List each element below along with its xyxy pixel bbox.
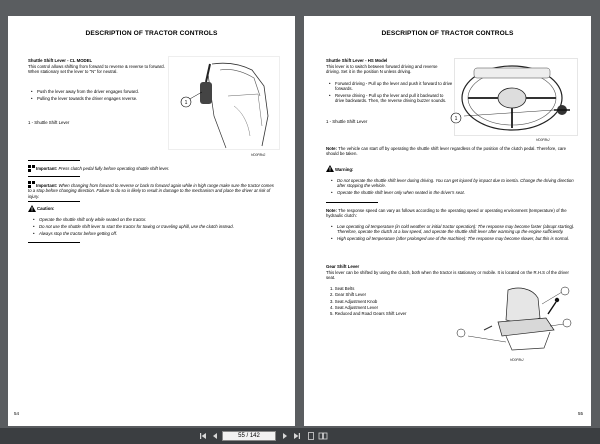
warning-label: Warning: [335,167,354,172]
important-note-1: Important: Press clutch pedal fully before operating shuttle shift lever. [36,166,170,171]
list-item: • Push the lever away from the driver engages forward. [30,89,168,94]
figure-legend: 1 - Shuttle Shift Lever [28,120,70,125]
list-item: • Forward driving - Pull up the lever and push it forward to drive forwards. [328,81,453,92]
section-intro: This control allows shifting from forward to reverse & reverse to forward. When stationary set the lever to "N" for neutral. [28,63,165,74]
page-number: 54 [14,411,20,416]
callout-marker [450,112,462,124]
section-title: Shuttle Shift Lever - CL MODEL [28,58,93,63]
next-page-icon[interactable] [280,431,290,441]
list-item: • High operating oil temperature (after prolonged use of the machine): The response may become slower, but this is normal. [330,236,575,241]
section-intro: This lever is to switch between forward driving and reverse driving. Set it in the position N unless driving. [326,63,438,74]
list-item: • Operate the shuttle shift lever only when seated in the driver's seat. [330,190,575,195]
first-page-icon[interactable] [198,431,208,441]
figure-caption: HD0P8kG [251,153,266,157]
divider [28,176,80,177]
warning-icon [326,165,334,172]
page-title: DESCRIPTION OF TRACTOR CONTROLS [381,30,514,37]
divider [326,202,378,203]
callout-marker [456,328,466,338]
list-item: • Pulling the lever towards the driver engages reverse. [30,96,168,101]
steering-wheel-illustration [454,58,578,136]
note-2-list [330,224,575,243]
page-number-input[interactable]: 55 / 142 [222,431,276,441]
figure-legend: 1 - Shuttle Shift Lever [326,119,368,124]
list-item: 1. Seat Belts [330,286,355,291]
warning-list [330,178,575,197]
list-item: • Reverse driving - Pull up the lever and pull it backward to drive backwards. Then, the reverse driving buzzer sounds. [328,93,453,104]
gear-shift-title: Gear Shift Lever [326,264,360,269]
previous-page-icon[interactable] [210,431,220,441]
callout-marker [180,96,192,108]
list-item: • Low operating oil temperature (in cold weather or initial tractor operation): The response may become faster (abrupt starting). Therefore, operate the clutch at a low speed, and operate the shuttle shift lever after warming up the engine sufficiently. [330,224,575,235]
list-item: 5. Reduced and Road Gears Shift Lever [330,311,407,317]
list-item: • Do not operate the shuttle shift lever during driving. You can get injured by impact due to inertia. Change the driving direction after stopping the vehicle. [330,178,575,189]
page-54 [8,16,295,426]
gear-legend-list [330,286,480,317]
svg-text:1: 1 [184,100,188,106]
list-item: 4. Seat Adjustment Lever [330,304,379,310]
page-number: 55 [577,411,583,416]
caution-icon [28,205,36,212]
callout-marker [560,286,570,296]
divider [28,242,80,243]
figure-caption: HD0P8kJ [510,358,524,362]
list-item: 2. Gear Shift Lever [330,292,367,298]
figure-caption: HD0P8kJ [536,138,550,142]
divider [28,201,80,202]
callout-marker [562,318,572,328]
page-title: DESCRIPTION OF TRACTOR CONTROLS [85,30,218,37]
page-55 [304,16,591,426]
important-icon [28,165,35,172]
caution-label: Caution: [37,206,55,211]
list-item: • Operate the shuttle shift only while seated on the tractor. [32,217,272,222]
bullet-list [30,89,168,103]
driver-seat-illustration [462,284,572,356]
list-item: • Always stop the tractor before getting off. [32,231,272,236]
single-page-view-icon[interactable] [306,431,316,441]
two-page-view-icon[interactable] [318,431,328,441]
note-1: Note: The vehicle can start off by operating the shuttle shift lever regardless of the position of the clutch pedal. Therefore, care should be taken. [326,146,567,157]
list-item: • Do not use the shuttle shift lever to start the tractor for towing or traveling uphill, use the clutch instead. [32,224,272,229]
divider [28,160,80,161]
caution-list [32,217,272,237]
important-note-2: Important: When changing from forward to reverse or back to forward again while in high range make sure the tractor comes to a stop before changing direction. Failure to do so is likely to result in damage to the mechanism and place the driver at risk of injury. [28,183,274,199]
list-item: 3. Seat Adjustment Knob [330,298,378,304]
viewer-toolbar [0,428,600,444]
note-2: Note: The response speed can vary as follows according to the operating speed or operating environment (temperature) of the hydraulic clutch: [326,208,567,219]
last-page-icon[interactable] [292,431,302,441]
gear-shift-description: This lever can be shifted by using the clutch, both when the tractor is stationary or mobile. It is located on the R.H.S of the driver seat. [326,269,569,280]
section-title: Shuttle Shift Lever - HS Model [326,58,388,63]
svg-text:1: 1 [454,116,458,122]
bullet-list [328,81,453,105]
